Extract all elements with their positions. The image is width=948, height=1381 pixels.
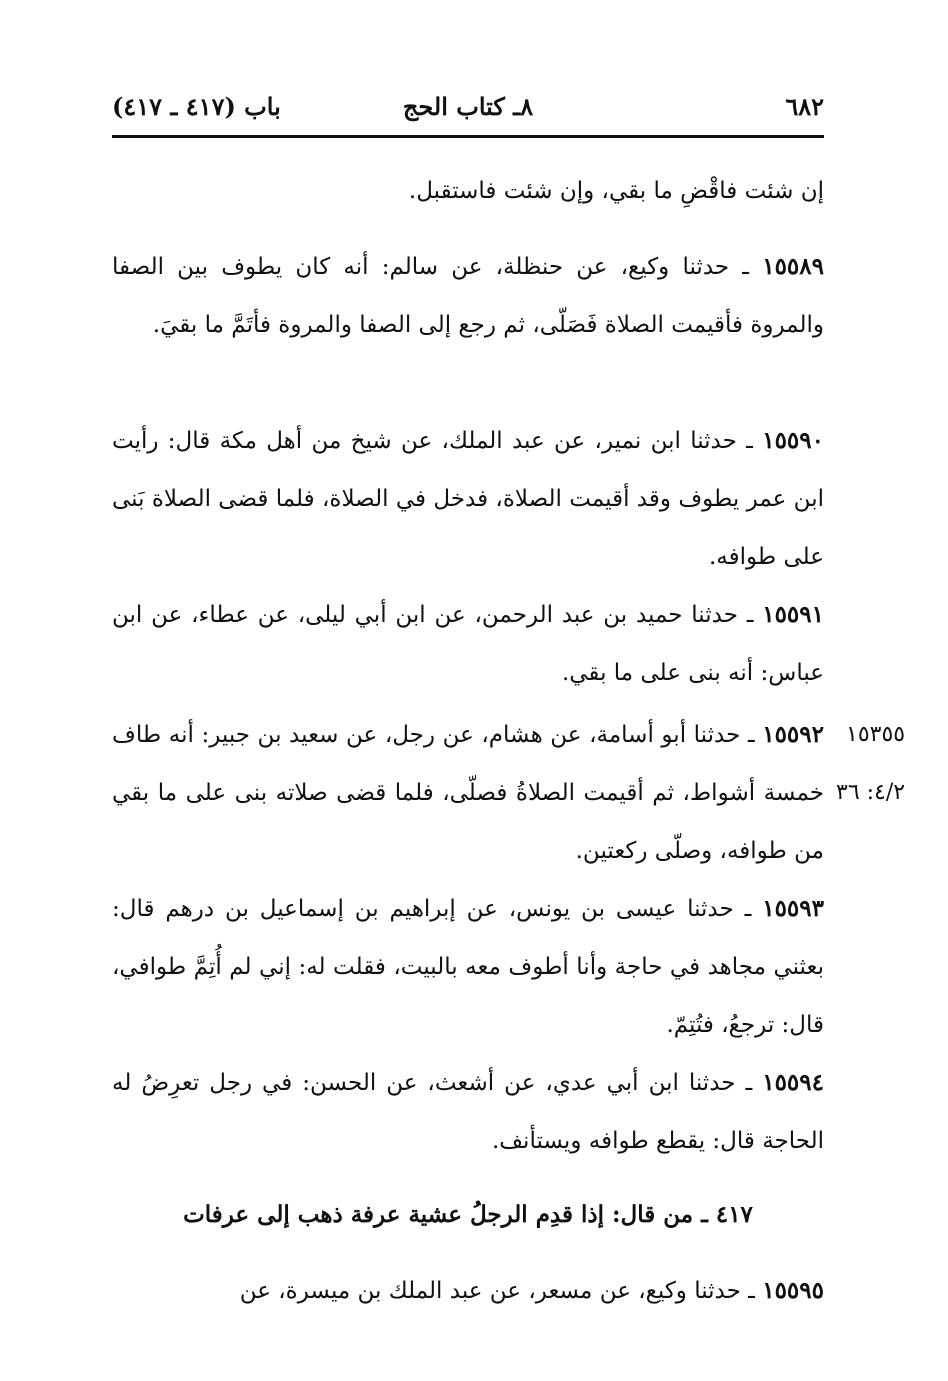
paragraph-text: إن شئت فاقْضِ ما بقي، وإن شئت فاستقبل. xyxy=(408,178,824,204)
hadith-15591 xyxy=(112,586,824,702)
hadith-text: ـ حدثنا أبو أسامة، عن هشام، عن رجل، عن سعيد بن جبير: أنه طاف خمسة أشواط، ثم أقيمت الصلاةُ فصلّى، فلما قضى صلاته بنى على ما بقي من طوافه، وصلّى ركعتين. xyxy=(112,722,824,864)
hadith-number: ١٥٥٩٤ xyxy=(762,1069,824,1096)
hadith-15590 xyxy=(112,412,824,586)
hadith-text: ـ حدثنا حميد بن عبد الرحمن، عن ابن أبي ليلى، عن عطاء، عن ابن عباس: أنه بنى على ما بقي. xyxy=(112,602,824,686)
hadith-15593 xyxy=(112,880,824,1054)
margin-volume-ref: ٤/٢: ٣٦ xyxy=(836,780,906,805)
hadith-text: ـ حدثنا عيسى بن يونس، عن إبراهيم بن إسماعيل بن درهم قال: بعثني مجاهد في حاجة وأنا أطوف معه بالبيت، فقلت له: إني لم أُتِمَّ طوافي، قال: ترجعُ، فتُتِمّ. xyxy=(112,896,824,1038)
hadith-number: ١٥٥٩١ xyxy=(762,601,824,628)
page-number: ٦٨٢ xyxy=(785,92,824,121)
header-rule xyxy=(112,135,824,138)
book-title: ٨ـ كتاب الحج xyxy=(402,92,534,121)
hadith-15594 xyxy=(112,1054,824,1170)
margin-cross-ref: ١٥٣٥٥ xyxy=(846,722,906,747)
page-header xyxy=(112,86,824,130)
hadith-number: ١٥٥٩٠ xyxy=(762,427,824,454)
hadith-text: ـ حدثنا ابن أبي عدي، عن أشعث، عن الحسن: في رجل تعرِضُ له الحاجة قال: يقطع طوافه ويستأنف. xyxy=(112,1070,824,1154)
hadith-text: ـ حدثنا وكيع، عن مسعر، عن عبد الملك بن ميسرة، عن xyxy=(239,1278,763,1304)
hadith-text: ـ حدثنا ابن نمير، عن عبد الملك، عن شيخ من أهل مكة قال: رأيت ابن عمر يطوف وقد أقيمت الصلاة، فدخل في الصلاة، فلما قضى الصلاة بَنى على طوافه. xyxy=(112,428,824,570)
hadith-15592 xyxy=(112,706,824,880)
hadith-15595 xyxy=(112,1262,824,1320)
chapter-heading: ٤١٧ ـ من قال: إذا قدِم الرجلُ عشية عرفة ذهب إلى عرفات xyxy=(183,1201,753,1228)
hadith-number: ١٥٥٩٢ xyxy=(762,721,824,748)
paragraph-continuation xyxy=(112,162,824,220)
hadith-number: ١٥٥٨٩ xyxy=(762,253,824,280)
chapter-range: باب (٤١٧ ـ ٤١٧) xyxy=(112,92,281,121)
hadith-number: ١٥٥٩٥ xyxy=(762,1277,824,1304)
hadith-15589 xyxy=(112,238,824,354)
hadith-text: ـ حدثنا وكيع، عن حنظلة، عن سالم: أنه كان يطوف بين الصفا والمروة فأقيمت الصلاة فَصَلّى، ثم رجع إلى الصفا والمروة فأتَمَّ ما بقيَ. xyxy=(112,254,824,338)
hadith-number: ١٥٥٩٣ xyxy=(762,895,824,922)
